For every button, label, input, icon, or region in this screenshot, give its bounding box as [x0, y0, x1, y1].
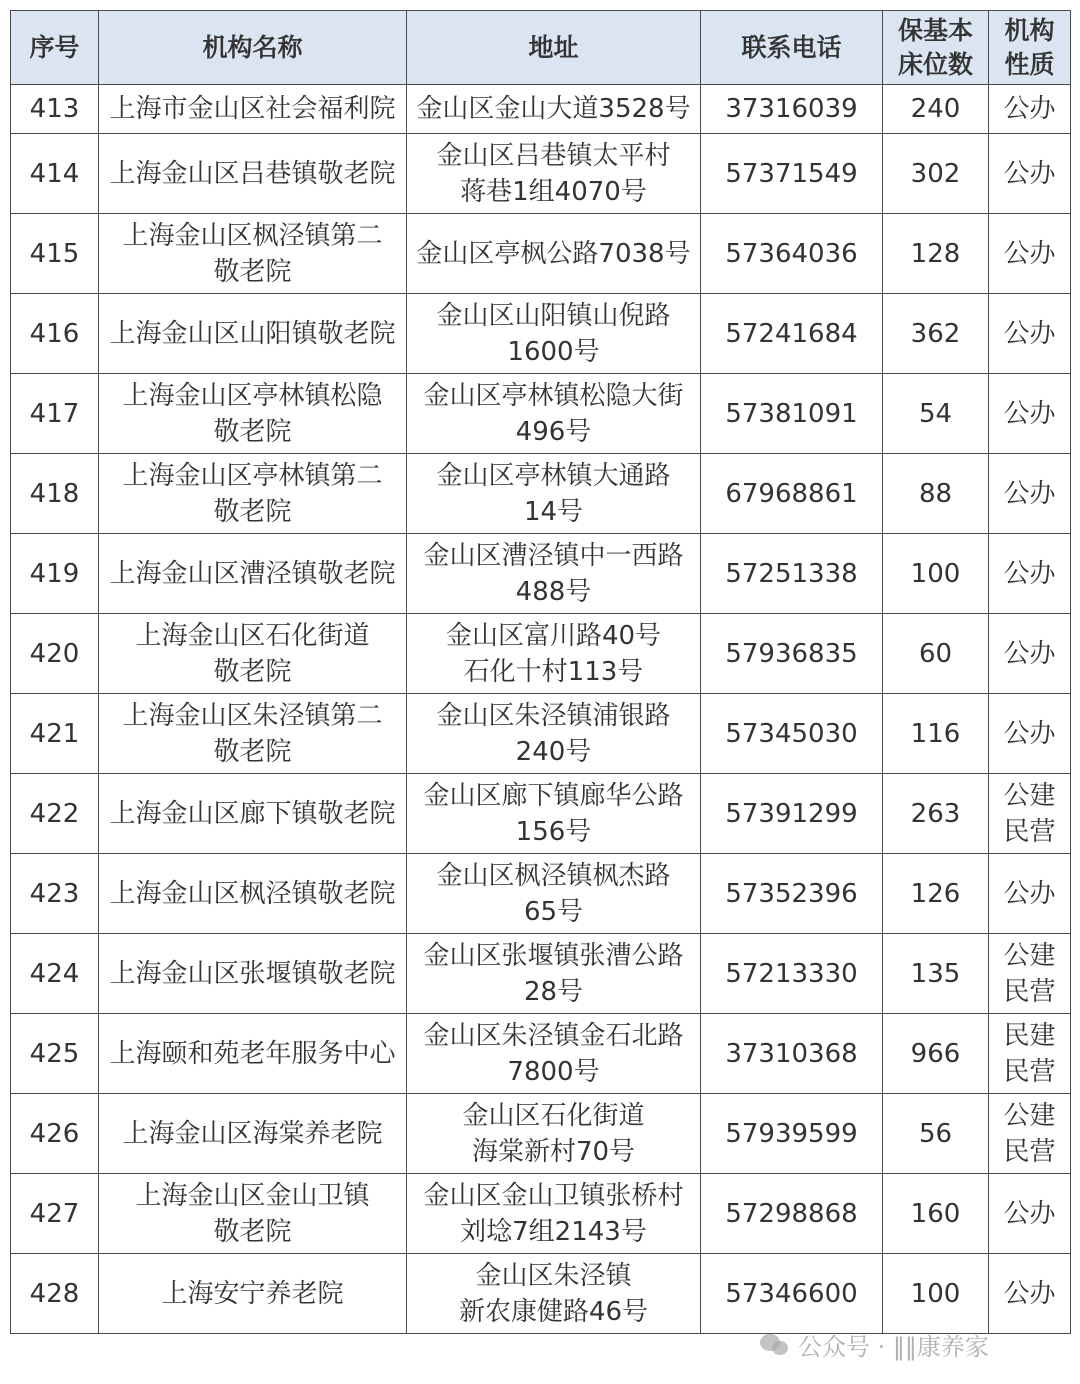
- cell-name: [99, 214, 407, 294]
- cell-seq: 425: [11, 1014, 99, 1094]
- cell-type: [989, 854, 1071, 934]
- cell-name-line: 上海颐和苑老年服务中心: [109, 1038, 396, 1069]
- cell-type: [989, 1014, 1071, 1094]
- cell-seq: 416: [11, 294, 99, 374]
- cell-address-line: 刘埝7组2143号: [460, 1216, 647, 1247]
- cell-type: [989, 85, 1071, 134]
- cell-address-line: 488号: [515, 576, 592, 607]
- cell-type-line: 公办: [1003, 718, 1056, 749]
- cell-address-line: 新农康健路46号: [458, 1296, 649, 1327]
- cell-type: [989, 134, 1071, 214]
- cell-name-line: 上海金山区亭林镇第二: [122, 460, 383, 491]
- cell-name: [99, 534, 407, 614]
- cell-phone: 57352396: [701, 854, 883, 934]
- cell-seq: 414: [11, 134, 99, 214]
- cell-seq: 415: [11, 214, 99, 294]
- cell-phone: 57381091: [701, 374, 883, 454]
- cell-name: [99, 854, 407, 934]
- cell-phone: 67968861: [701, 454, 883, 534]
- header-address: 地址: [407, 11, 701, 85]
- cell-type-line: 民营: [1003, 816, 1056, 847]
- cell-name: [99, 1174, 407, 1254]
- cell-name: [99, 294, 407, 374]
- cell-phone: 57241684: [701, 294, 883, 374]
- cell-seq: 421: [11, 694, 99, 774]
- cell-address-line: 金山区枫泾镇枫杰路: [436, 860, 671, 891]
- cell-name-line: 敬老院: [213, 656, 292, 687]
- header-seq: 序号: [11, 11, 99, 85]
- cell-address: [407, 214, 701, 294]
- cell-beds: 60: [883, 614, 989, 694]
- cell-phone: 57939599: [701, 1094, 883, 1174]
- cell-type-line: 公办: [1003, 94, 1056, 124]
- cell-type-line: 民建: [1003, 1020, 1056, 1051]
- header-beds: [883, 11, 989, 85]
- cell-type-line: 公办: [1003, 158, 1056, 189]
- header-type: [989, 11, 1071, 85]
- cell-seq: 413: [11, 85, 99, 134]
- cell-address-line: 金山区吕巷镇太平村: [436, 140, 671, 171]
- cell-name: [99, 614, 407, 694]
- cell-seq: 423: [11, 854, 99, 934]
- cell-type: [989, 1254, 1071, 1334]
- cell-address: [407, 294, 701, 374]
- cell-beds: 126: [883, 854, 989, 934]
- cell-address-line: 7800号: [507, 1056, 600, 1087]
- cell-name-line: 上海金山区吕巷镇敬老院: [109, 158, 396, 189]
- table-row: [11, 294, 1071, 374]
- cell-name-line: 敬老院: [213, 496, 292, 527]
- cell-name-line: 敬老院: [213, 736, 292, 767]
- cell-beds: 128: [883, 214, 989, 294]
- table-body: [11, 85, 1071, 1334]
- table-row: [11, 534, 1071, 614]
- cell-seq: 420: [11, 614, 99, 694]
- cell-phone: 57298868: [701, 1174, 883, 1254]
- table-row: [11, 934, 1071, 1014]
- cell-name-line: 敬老院: [213, 256, 292, 287]
- table-row: [11, 1254, 1071, 1334]
- header-phone: 联系电话: [701, 11, 883, 85]
- cell-seq: 418: [11, 454, 99, 534]
- cell-name-line: 上海金山区山阳镇敬老院: [109, 318, 396, 349]
- cell-name-line: 上海金山区朱泾镇第二: [122, 700, 383, 731]
- cell-address-line: 金山区廊下镇廊华公路: [423, 780, 684, 811]
- cell-name: [99, 85, 407, 134]
- cell-address-line: 金山区朱泾镇金石北路: [423, 1020, 684, 1051]
- cell-name-line: 上海金山区亭林镇松隐: [122, 380, 383, 411]
- cell-name-line: 上海金山区枫泾镇敬老院: [109, 878, 396, 909]
- cell-seq: 417: [11, 374, 99, 454]
- cell-beds: 116: [883, 694, 989, 774]
- cell-name: [99, 774, 407, 854]
- cell-type-line: 公办: [1003, 638, 1056, 669]
- cell-beds: 100: [883, 534, 989, 614]
- cell-name-line: 上海市金山区社会福利院: [109, 94, 396, 124]
- cell-beds: 135: [883, 934, 989, 1014]
- cell-phone: 57936835: [701, 614, 883, 694]
- cell-address-line: 28号: [523, 976, 584, 1007]
- cell-address: [407, 614, 701, 694]
- cell-type: [989, 214, 1071, 294]
- table-row: [11, 1094, 1071, 1174]
- cell-type: [989, 934, 1071, 1014]
- cell-name-line: 上海金山区廊下镇敬老院: [109, 798, 396, 829]
- cell-phone: 37310368: [701, 1014, 883, 1094]
- cell-address-line: 65号: [523, 896, 584, 927]
- cell-seq: 422: [11, 774, 99, 854]
- cell-address-line: 金山区富川路40号: [445, 620, 662, 651]
- table-row: [11, 694, 1071, 774]
- cell-address: [407, 85, 701, 134]
- cell-phone: 57391299: [701, 774, 883, 854]
- cell-address-line: 石化十村113号: [463, 656, 644, 687]
- cell-name-line: 上海金山区漕泾镇敬老院: [109, 558, 396, 589]
- cell-name-line: 敬老院: [213, 416, 292, 447]
- cell-beds: 54: [883, 374, 989, 454]
- cell-name: [99, 1254, 407, 1334]
- cell-beds: 240: [883, 85, 989, 134]
- cell-seq: 424: [11, 934, 99, 1014]
- header-type-line1: 机构: [1004, 15, 1055, 45]
- cell-type-line: 公办: [1003, 1278, 1056, 1309]
- cell-address: [407, 934, 701, 1014]
- cell-address-line: 蒋巷1组4070号: [460, 176, 647, 207]
- cell-type-line: 公办: [1003, 558, 1056, 589]
- cell-name: [99, 454, 407, 534]
- header-type-line2: 性质: [1004, 49, 1055, 79]
- header-name: 机构名称: [99, 11, 407, 85]
- cell-address-line: 金山区亭林镇松隐大街: [423, 380, 684, 411]
- watermark-text: 公众号 · ‖‖康养家: [798, 1332, 989, 1361]
- table-row: [11, 454, 1071, 534]
- cell-type: [989, 374, 1071, 454]
- cell-name-line: 上海金山区海棠养老院: [122, 1118, 383, 1149]
- cell-seq: 428: [11, 1254, 99, 1334]
- table-row: [11, 374, 1071, 454]
- cell-type-line: 公建: [1003, 940, 1056, 971]
- cell-address: [407, 694, 701, 774]
- cell-address: [407, 134, 701, 214]
- cell-address-line: 14号: [523, 496, 584, 527]
- cell-beds: 362: [883, 294, 989, 374]
- cell-name-line: 上海金山区石化街道: [135, 620, 370, 651]
- cell-type: [989, 534, 1071, 614]
- cell-phone: 57364036: [701, 214, 883, 294]
- cell-address: [407, 854, 701, 934]
- cell-type: [989, 694, 1071, 774]
- cell-type-line: 公办: [1003, 398, 1056, 429]
- cell-address: [407, 534, 701, 614]
- header-row: [11, 11, 1071, 85]
- cell-name: [99, 694, 407, 774]
- header-beds-line1: 保基本: [897, 15, 973, 45]
- cell-beds: 56: [883, 1094, 989, 1174]
- cell-type-line: 公办: [1003, 318, 1056, 349]
- cell-address: [407, 374, 701, 454]
- cell-beds: 88: [883, 454, 989, 534]
- cell-address: [407, 1254, 701, 1334]
- cell-address-line: 金山区金山大道3528号: [416, 94, 691, 124]
- cell-name-line: 上海金山区金山卫镇: [135, 1180, 370, 1211]
- cell-phone: 57371549: [701, 134, 883, 214]
- header-beds-line2: 床位数: [897, 49, 973, 79]
- cell-beds: 263: [883, 774, 989, 854]
- cell-address-line: 金山区石化街道: [462, 1100, 645, 1131]
- cell-phone: 57345030: [701, 694, 883, 774]
- wechat-icon: [760, 1332, 790, 1356]
- cell-type-line: 公办: [1003, 878, 1056, 909]
- cell-beds: 302: [883, 134, 989, 214]
- cell-address-line: 496号: [515, 416, 592, 447]
- cell-name: [99, 1094, 407, 1174]
- table-row: [11, 85, 1071, 134]
- cell-type: [989, 294, 1071, 374]
- cell-name: [99, 1014, 407, 1094]
- cell-type: [989, 1174, 1071, 1254]
- cell-type-line: 公办: [1003, 238, 1056, 269]
- cell-type-line: 公办: [1003, 1198, 1056, 1229]
- cell-phone: 37316039: [701, 85, 883, 134]
- cell-address-line: 金山区亭枫公路7038号: [416, 238, 691, 269]
- table-row: [11, 614, 1071, 694]
- cell-name: [99, 374, 407, 454]
- cell-type: [989, 454, 1071, 534]
- cell-beds: 100: [883, 1254, 989, 1334]
- cell-name-line: 上海安宁养老院: [161, 1278, 344, 1309]
- cell-type-line: 民营: [1003, 1056, 1056, 1087]
- cell-beds: 160: [883, 1174, 989, 1254]
- cell-address-line: 金山区张堰镇张漕公路: [423, 940, 684, 971]
- table-row: [11, 214, 1071, 294]
- cell-seq: 426: [11, 1094, 99, 1174]
- cell-address-line: 金山区山阳镇山倪路: [436, 300, 671, 331]
- cell-type-line: 公建: [1003, 780, 1056, 811]
- cell-type-line: 公建: [1003, 1100, 1056, 1131]
- cell-beds: 966: [883, 1014, 989, 1094]
- table-row: [11, 134, 1071, 214]
- cell-address: [407, 774, 701, 854]
- cell-address: [407, 454, 701, 534]
- table-row: [11, 854, 1071, 934]
- cell-type-line: 民营: [1003, 1136, 1056, 1167]
- cell-phone: 57251338: [701, 534, 883, 614]
- cell-address-line: 金山区漕泾镇中一西路: [423, 540, 684, 571]
- table-row: [11, 1174, 1071, 1254]
- cell-name-line: 敬老院: [213, 1216, 292, 1247]
- cell-address-line: 1600号: [507, 336, 600, 367]
- table-row: [11, 1014, 1071, 1094]
- cell-address-line: 海棠新村70号: [471, 1136, 636, 1167]
- institution-table: [10, 10, 1071, 1334]
- cell-type-line: 民营: [1003, 976, 1056, 1007]
- cell-address-line: 240号: [515, 736, 592, 767]
- cell-seq: 427: [11, 1174, 99, 1254]
- cell-type: [989, 614, 1071, 694]
- cell-address-line: 156号: [515, 816, 592, 847]
- cell-phone: 57346600: [701, 1254, 883, 1334]
- cell-address: [407, 1174, 701, 1254]
- cell-name: [99, 134, 407, 214]
- cell-phone: 57213330: [701, 934, 883, 1014]
- cell-address: [407, 1014, 701, 1094]
- cell-address-line: 金山区朱泾镇: [475, 1260, 632, 1291]
- cell-type-line: 公办: [1003, 478, 1056, 509]
- cell-seq: 419: [11, 534, 99, 614]
- cell-address-line: 金山区朱泾镇浦银路: [436, 700, 671, 731]
- table-row: [11, 774, 1071, 854]
- cell-address-line: 金山区金山卫镇张桥村: [423, 1180, 684, 1211]
- cell-name-line: 上海金山区枫泾镇第二: [122, 220, 383, 251]
- cell-name-line: 上海金山区张堰镇敬老院: [109, 958, 396, 989]
- cell-type: [989, 1094, 1071, 1174]
- cell-type: [989, 774, 1071, 854]
- cell-name: [99, 934, 407, 1014]
- cell-address-line: 金山区亭林镇大通路: [436, 460, 671, 491]
- cell-address: [407, 1094, 701, 1174]
